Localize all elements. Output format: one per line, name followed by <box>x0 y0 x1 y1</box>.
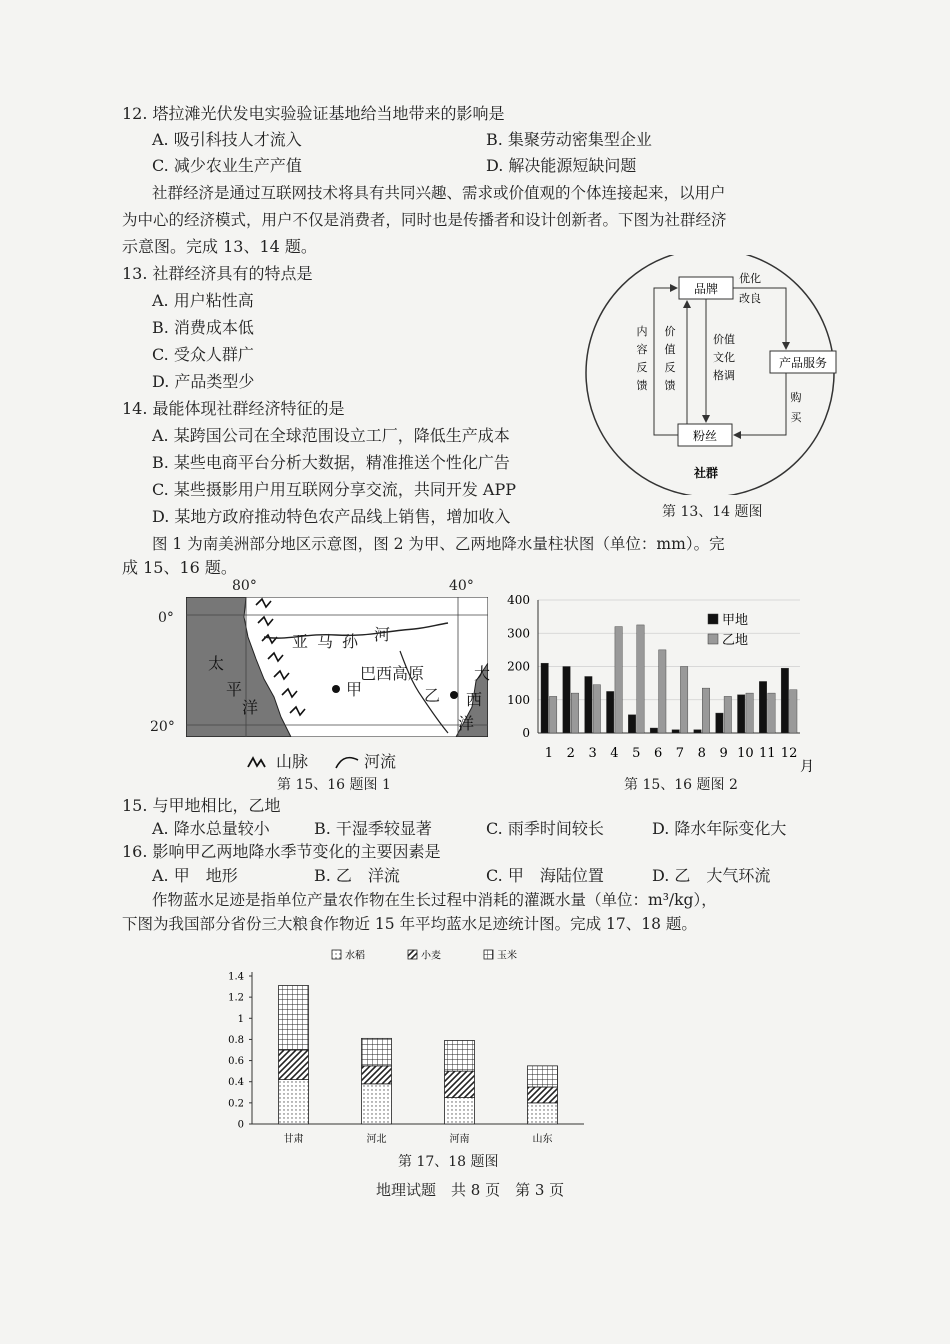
south-america-map <box>186 597 491 737</box>
passage3-line2: 下图为我国部分省份三大粮食作物近 15 年平均蓝水足迹统计图。完成 17、18 题。 <box>122 915 697 933</box>
value-culture-1: 价值 <box>713 333 735 346</box>
bar-乙地-11 <box>768 693 775 733</box>
y-tick-label: 0.2 <box>228 1098 244 1110</box>
bar-甲地-1 <box>541 663 548 733</box>
q16-stem: 16. 影响甲乙两地降水季节变化的主要因素是 <box>122 842 441 861</box>
bar-甲地-5 <box>628 715 635 733</box>
legend-mountain-label: 山脉 <box>276 752 309 771</box>
river-legend-icon <box>334 754 360 770</box>
y-tick-label: 1 <box>237 1013 244 1025</box>
x-tick-label: 10 <box>737 746 754 761</box>
bar-乙地-8 <box>702 688 709 733</box>
bar-甲地-9 <box>716 713 723 733</box>
brand-label: 品牌 <box>693 282 719 296</box>
value-culture-2: 文化 <box>713 351 735 364</box>
y-tick-label: 200 <box>507 659 530 674</box>
x-tick-label: 1 <box>544 746 554 761</box>
value-feedback-1: 价 <box>664 325 676 338</box>
brazil-plateau-label: 巴西高原 <box>360 664 425 683</box>
q14-option-c: C. 某些摄影用户用互联网分享交流，共同开发 APP <box>152 480 517 499</box>
legend-label: 水稻 <box>345 950 365 962</box>
bar-水稻-甘肃 <box>279 1080 309 1124</box>
product-service-label: 产品服务 <box>778 356 828 370</box>
passage1-line1: 社群经济是通过互联网技术将具有共同兴趣、需求或价值观的个体连接起来，以用户 <box>152 184 726 202</box>
legend-swatch <box>408 950 417 959</box>
q13-option-c: C. 受众人群广 <box>152 345 254 364</box>
buy-label-2: 买 <box>790 411 802 424</box>
pacific-label-3: 洋 <box>242 698 259 717</box>
bar-甲地-6 <box>650 728 657 733</box>
x-tick-label: 8 <box>697 746 706 761</box>
passage1-line2: 为中心的经济模式，用户不仅是消费者，同时也是传播者和设计创新者。下图为社群经济 <box>122 211 727 229</box>
bar-乙地-4 <box>615 627 622 733</box>
content-feedback-3: 反 <box>636 361 648 374</box>
q15-option-c: C. 雨季时间较长 <box>486 819 604 838</box>
diagram-caption: 第 13、14 题图 <box>662 504 763 520</box>
bar-甲地-7 <box>672 730 679 733</box>
q12-option-b: B. 集聚劳动密集型企业 <box>486 130 652 149</box>
bar-玉米-山东 <box>528 1066 558 1087</box>
legend-label: 乙地 <box>722 633 749 648</box>
y-tick-label: 300 <box>507 626 530 641</box>
value-feedback-2: 值 <box>664 343 676 356</box>
value-feedback-4: 馈 <box>664 379 676 392</box>
bar-乙地-2 <box>571 693 578 733</box>
bar-水稻-河北 <box>362 1084 392 1124</box>
amazon-label-1: 亚 <box>292 632 309 651</box>
y-tick-label: 0 <box>522 726 530 740</box>
amazon-label-4: 河 <box>374 625 391 644</box>
blue-water-footprint-chart <box>222 944 602 1154</box>
legend-swatch <box>484 950 493 959</box>
x-axis-unit: 月 <box>800 759 814 775</box>
bar-玉米-甘肃 <box>279 986 309 1050</box>
x-tick-label: 河南 <box>449 1134 470 1145</box>
passage1-line3: 示意图。完成 13、14 题。 <box>122 237 317 256</box>
q15-option-a: A. 降水总量较小 <box>152 819 270 838</box>
q12-stem: 12. 塔拉滩光伏发电实验验证基地给当地带来的影响是 <box>122 104 505 123</box>
q14-option-d: D. 某地方政府推动特色农产品线上销售，增加收入 <box>152 507 511 526</box>
q12-option-c: C. 减少农业生产产值 <box>152 156 302 175</box>
pacific-label-1: 太 <box>208 654 225 673</box>
y-tick-label: 1.4 <box>228 971 244 983</box>
chart2-caption: 第 15、16 题图 2 <box>624 777 738 793</box>
q13-option-d: D. 产品类型少 <box>152 372 255 391</box>
amazon-label-3: 孙 <box>342 632 359 651</box>
yi-point <box>450 691 458 699</box>
q14-option-a: A. 某跨国公司在全球范围设立工厂，降低生产成本 <box>152 426 510 445</box>
precipitation-chart <box>500 588 820 780</box>
q16-option-d: D. 乙 大气环流 <box>652 866 771 885</box>
bar-乙地-3 <box>593 685 600 733</box>
q15-option-b: B. 干湿季较显著 <box>314 819 432 838</box>
x-tick-label: 5 <box>632 746 641 761</box>
q14-stem: 14. 最能体现社群经济特征的是 <box>122 399 345 418</box>
bar-水稻-河南 <box>445 1098 475 1124</box>
y-tick-label: 0 <box>237 1119 244 1131</box>
bar-乙地-12 <box>790 690 797 733</box>
x-tick-label: 3 <box>588 746 597 761</box>
bar-玉米-河南 <box>445 1040 475 1071</box>
legend-swatch <box>332 950 341 959</box>
map-lat0: 0° <box>158 610 174 626</box>
optimize-label-1: 优化 <box>739 272 761 285</box>
x-tick-label: 6 <box>653 746 663 761</box>
amazon-label-2: 马 <box>317 632 334 651</box>
x-tick-label: 9 <box>719 746 728 761</box>
q12-option-a: A. 吸引科技人才流入 <box>152 130 302 149</box>
bar-乙地-6 <box>659 650 666 733</box>
content-feedback-1: 内 <box>636 325 648 338</box>
legend-river-label: 河流 <box>364 752 397 771</box>
legend-label: 甲地 <box>722 613 749 628</box>
optimize-label-2: 改良 <box>739 292 761 305</box>
q16-option-a: A. 甲 地形 <box>152 866 238 885</box>
yi-label: 乙 <box>424 686 441 705</box>
y-tick-label: 0.8 <box>228 1034 244 1046</box>
q16-option-c: C. 甲 海陆位置 <box>486 866 604 885</box>
q13-option-b: B. 消费成本低 <box>152 318 254 337</box>
passage2-line2: 成 15、16 题。 <box>122 558 237 577</box>
q15-stem: 15. 与甲地相比，乙地 <box>122 796 281 815</box>
x-tick-label: 12 <box>780 746 798 761</box>
legend-swatch <box>708 634 718 644</box>
map-caption: 第 15、16 题图 1 <box>277 777 391 793</box>
map-lon40: 40° <box>449 578 474 594</box>
buy-arrow <box>734 373 786 435</box>
x-tick-label: 4 <box>610 746 619 761</box>
bar-甲地-2 <box>563 667 570 734</box>
passage2-line1: 图 1 为南美洲部分地区示意图，图 2 为甲、乙两地降水量柱状图（单位：mm）。完 <box>152 535 725 553</box>
x-tick-label: 甘肃 <box>283 1134 304 1145</box>
bar-甲地-12 <box>781 668 788 733</box>
atlantic-label-1: 大 <box>474 664 491 683</box>
legend-label: 小麦 <box>421 950 441 962</box>
bar-乙地-9 <box>724 696 731 733</box>
legend-swatch <box>708 614 718 624</box>
q12-option-d: D. 解决能源短缺问题 <box>486 156 637 175</box>
buy-label-1: 购 <box>790 391 802 404</box>
bar-乙地-5 <box>637 625 644 733</box>
x-tick-label: 2 <box>566 746 575 761</box>
bar-乙地-10 <box>746 693 753 733</box>
x-tick-label: 河北 <box>366 1134 387 1145</box>
jia-label: 甲 <box>346 680 363 699</box>
bar-小麦-山东 <box>528 1087 558 1103</box>
atlantic-label-3: 洋 <box>458 714 475 733</box>
map-lat20: 20° <box>150 719 175 735</box>
bar-小麦-河南 <box>445 1071 475 1097</box>
legend-label: 玉米 <box>497 950 517 962</box>
bar-甲地-10 <box>737 695 744 733</box>
bar-甲地-8 <box>694 730 701 733</box>
bar-甲地-11 <box>759 681 766 733</box>
bar-玉米-河北 <box>362 1038 392 1065</box>
y-tick-label: 1.2 <box>228 992 244 1004</box>
map-lon80: 80° <box>232 578 257 594</box>
bar-甲地-4 <box>606 691 613 733</box>
mountain-legend-icon <box>246 754 272 770</box>
x-tick-label: 7 <box>675 746 685 761</box>
q13-option-a: A. 用户粘性高 <box>152 291 254 310</box>
pacific-label-2: 平 <box>226 680 243 699</box>
bar-乙地-7 <box>680 667 687 734</box>
y-tick-label: 100 <box>507 692 530 707</box>
value-culture-3: 格调 <box>713 369 735 382</box>
value-feedback-3: 反 <box>664 361 676 374</box>
q15-option-d: D. 降水年际变化大 <box>652 819 787 838</box>
passage3-line1: 作物蓝水足迹是指单位产量农作物在生长过程中消耗的灌溉水量（单位：m³/kg）， <box>152 891 717 909</box>
bar-乙地-1 <box>549 696 556 733</box>
atlantic-label-2: 西 <box>466 690 483 709</box>
content-feedback-4: 馈 <box>636 379 648 392</box>
jia-point <box>332 685 340 693</box>
page-footer: 地理试题 共 8 页 第 3 页 <box>376 1181 565 1199</box>
x-tick-label: 山东 <box>532 1134 553 1145</box>
y-tick-label: 400 <box>507 593 530 607</box>
y-tick-label: 0.4 <box>228 1077 244 1089</box>
bar-小麦-河北 <box>362 1066 392 1084</box>
bar-小麦-甘肃 <box>279 1050 309 1080</box>
bar-甲地-3 <box>585 676 592 733</box>
y-tick-label: 0.6 <box>228 1056 244 1068</box>
fans-label: 粉丝 <box>692 429 718 443</box>
bar-水稻-山东 <box>528 1103 558 1124</box>
q13-stem: 13. 社群经济具有的特点是 <box>122 264 313 283</box>
chart3-caption: 第 17、18 题图 <box>398 1154 499 1170</box>
community-economy-diagram <box>582 255 838 495</box>
q14-option-b: B. 某些电商平台分析大数据，精准推送个性化广告 <box>152 453 510 472</box>
content-feedback-2: 容 <box>636 343 648 356</box>
community-label: 社群 <box>693 466 719 480</box>
x-tick-label: 11 <box>758 746 776 761</box>
q16-option-b: B. 乙 洋流 <box>314 866 400 885</box>
